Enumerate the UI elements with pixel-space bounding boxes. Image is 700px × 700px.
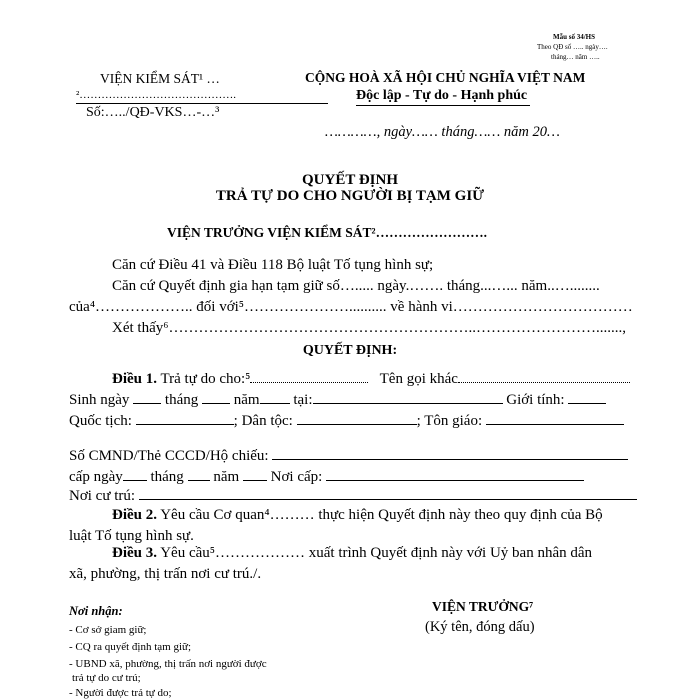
- basis-line-3: của⁴……………….. đối với⁵………………….......... về hành vi………………………………: [69, 299, 633, 315]
- basis-line-4: Xét thấy⁶……………………………………………………..…………………….......,: [112, 320, 626, 336]
- issued-month-field[interactable]: [188, 480, 210, 481]
- decision-heading: QUYẾT ĐỊNH:: [302, 343, 398, 358]
- sub-agency: ²…………………………………….: [76, 89, 237, 101]
- article-3-label: Điều 3.: [112, 545, 157, 561]
- doc-title: QUYẾT ĐỊNH: [302, 172, 398, 188]
- national-motto: Độc lập - Tự do - Hạnh phúc: [356, 88, 528, 103]
- religion-field[interactable]: [486, 424, 624, 425]
- authority-line: VIỆN TRƯỞNG VIỆN KIỂM SÁT²…………………….: [167, 225, 487, 240]
- form-code-date: tháng… năm …..: [551, 53, 600, 61]
- article-1-line-1: Điều 1. Trả tự do cho:⁵ Tên gọi khác: [112, 371, 630, 388]
- form-code-decree: Theo QĐ số ….. ngày….: [537, 43, 608, 51]
- motto-underline: [356, 105, 530, 106]
- header-divider: [76, 103, 328, 104]
- ethnic-field[interactable]: [297, 424, 417, 425]
- article-1-label: Điều 1.: [112, 371, 157, 387]
- residence-field[interactable]: [139, 499, 637, 500]
- basis-line-1: Căn cứ Điều 41 và Điều 118 Bộ luật Tố tụng hình sự;: [112, 257, 434, 273]
- issued-place-field[interactable]: [326, 480, 584, 481]
- article-3-line-1: Điều 3. Yêu cầu⁵……………… xuất trình Quyết định này với Uỷ ban nhân dân: [112, 545, 593, 561]
- article-1-line-3: Quốc tịch: ; Dân tộc: ; Tôn giáo:: [69, 413, 624, 430]
- recipient-item: - Cơ sở giam giữ;: [69, 624, 147, 636]
- gender-field[interactable]: [568, 403, 606, 404]
- recipient-item: - CQ ra quyết định tạm giữ;: [69, 641, 192, 653]
- issued-year-field[interactable]: [243, 480, 267, 481]
- recipient-item: - UBND xã, phường, thị trấn nơi người được: [69, 658, 267, 670]
- dob-month-field[interactable]: [202, 403, 230, 404]
- document-number: Số:…../QĐ-VKS…-…³: [86, 105, 220, 120]
- article-1-line-2: Sinh ngày tháng năm tại: Giới tính:: [69, 392, 606, 409]
- article-1-line-4: Số CMND/Thẻ CCCD/Hộ chiếu:: [69, 448, 628, 465]
- article-1-line-5: cấp ngày tháng năm Nơi cấp:: [69, 469, 584, 486]
- recipient-item: - Người được trả tự do;: [69, 687, 172, 699]
- article-2-line-1: Điều 2. Yêu cầu Cơ quan⁴……… thực hiện Quyết định này theo quy định của Bộ: [112, 507, 603, 523]
- name-field[interactable]: [250, 382, 368, 383]
- form-code: Mẫu số 34/HS: [553, 33, 596, 41]
- article-3-line-2: xã, phường, thị trấn nơi cư trú./.: [69, 566, 262, 582]
- signature-note: (Ký tên, đóng dấu): [425, 619, 535, 635]
- dob-day-field[interactable]: [133, 403, 161, 404]
- article-1-line-6: Nơi cư trú:: [69, 488, 637, 505]
- article-2-label: Điều 2.: [112, 507, 157, 523]
- date-line: …………, ngày…… tháng…… năm 20…: [325, 124, 560, 140]
- alias-field[interactable]: [458, 382, 630, 383]
- issued-day-field[interactable]: [123, 480, 147, 481]
- nation-title: CỘNG HOÀ XÃ HỘI CHỦ NGHĨA VIỆT NAM: [305, 70, 586, 85]
- doc-subtitle: TRẢ TỰ DO CHO NGƯỜI BỊ TẠM GIỮ: [215, 188, 485, 204]
- birthplace-field[interactable]: [313, 403, 503, 404]
- signature-title: VIỆN TRƯỞNG⁷: [432, 599, 534, 614]
- recipient-item: trả tự do cư trú;: [72, 672, 141, 684]
- id-number-field[interactable]: [272, 459, 628, 460]
- basis-line-2: Căn cứ Quyết định gia hạn tạm giữ số…..... ngày.……. tháng...…... năm..…........: [112, 278, 600, 294]
- recipients-heading: Nơi nhận:: [69, 604, 123, 618]
- agency-name: VIỆN KIỂM SÁT¹ …: [100, 71, 220, 86]
- nationality-field[interactable]: [136, 424, 234, 425]
- dob-year-field[interactable]: [260, 403, 290, 404]
- article-2-line-2: luật Tố tụng hình sự.: [69, 528, 194, 544]
